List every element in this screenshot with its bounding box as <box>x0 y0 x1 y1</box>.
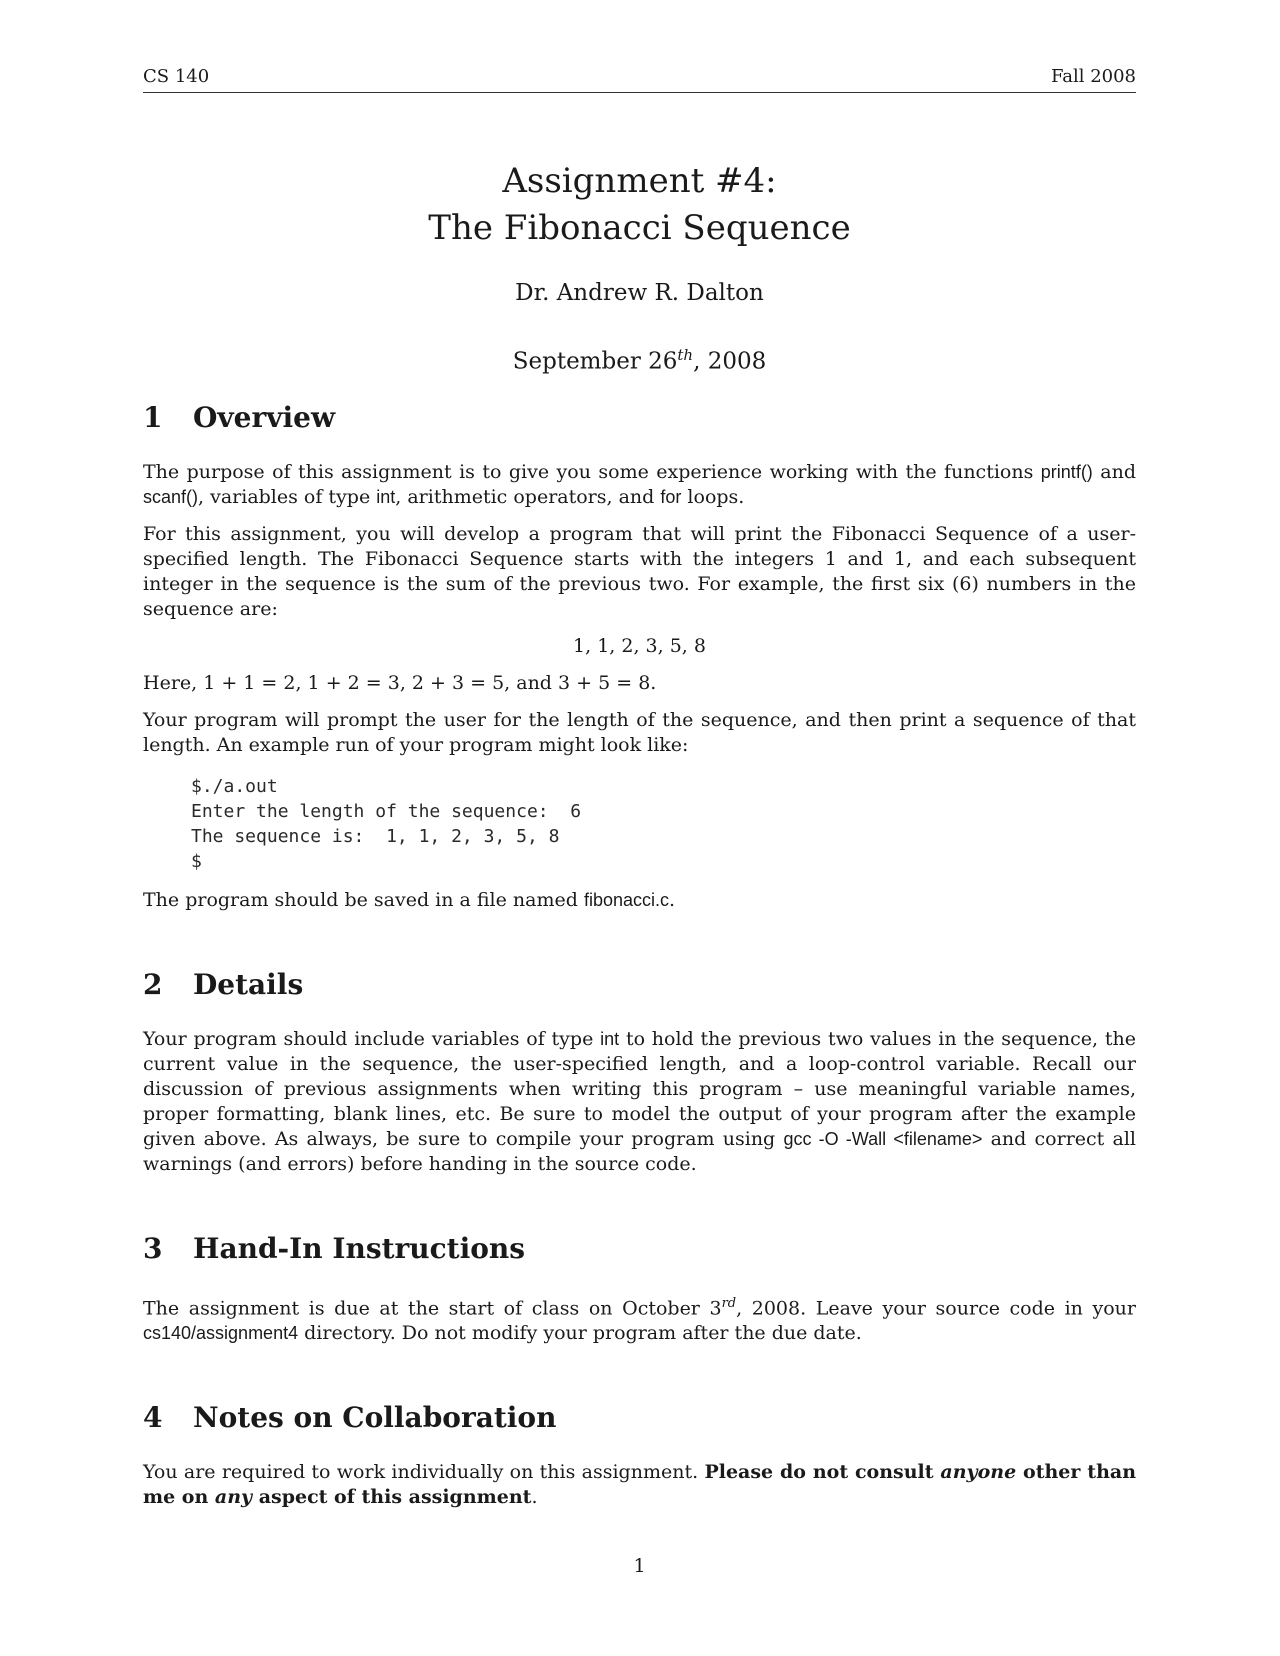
code-int: int <box>600 1029 620 1049</box>
section-number: 2 <box>143 968 163 1001</box>
sequence-display: 1, 1, 2, 3, 5, 8 <box>573 635 706 657</box>
code-filename: fibonacci.c <box>583 890 669 910</box>
text: , 2008. Leave your source code in your <box>736 1297 1136 1320</box>
text: and correct all warnings (and errors) before handing in the source code. <box>143 1128 1136 1175</box>
overview-paragraph-1 <box>143 460 1136 510</box>
title-block <box>143 158 1136 377</box>
text: The purpose of this assignment is to give you some experience working with the functions <box>143 461 1041 483</box>
body-content <box>143 398 1136 1510</box>
terminal-line: $ <box>191 851 202 872</box>
text: The assignment is due at the start of class on October 3 <box>143 1297 722 1320</box>
section-heading-details <box>143 965 1136 1005</box>
code-directory: cs140/assignment4 <box>143 1323 299 1344</box>
code-scanf: scanf() <box>143 487 199 507</box>
code-for: for <box>660 487 682 507</box>
text: to hold the previous two values in the sequence, the current value in the sequence, the user-specified length, and a loop-control variable. Recall our discussion of previous assignments when writing this program – use meaningful variable names, proper formatting, blank lines, etc. Be sure to model the output of your program after the example given above. As always, be sure to compile your program using <box>143 1028 1137 1150</box>
text: Please do not consult <box>704 1461 941 1484</box>
emphasis: any <box>214 1486 253 1509</box>
code-int: int <box>376 487 396 507</box>
section-number: 4 <box>143 1401 163 1435</box>
terminal-line: Enter the length of the sequence: 6 <box>191 801 582 822</box>
overview-paragraph-3: Here, 1 + 1 = 2, 1 + 2 = 3, 2 + 3 = 5, and 3 + 5 = 8. <box>143 672 657 694</box>
emphasis: anyone <box>940 1461 1017 1484</box>
running-header <box>143 64 1136 93</box>
title-line-2: The Fibonacci Sequence <box>428 208 851 248</box>
text: The program should be saved in a file named <box>143 889 584 911</box>
terminal-example <box>191 774 1136 874</box>
details-paragraph <box>143 1027 1136 1177</box>
date <box>143 340 1136 377</box>
section-heading-overview <box>143 398 1136 438</box>
terminal-line: $./a.out <box>191 776 278 797</box>
terminal-line: The sequence is: 1, 1, 2, 3, 5, 8 <box>191 826 560 847</box>
code-gcc-command: gcc -O -Wall <filename> <box>783 1129 983 1149</box>
section-title: Notes on Collaboration <box>193 1401 557 1435</box>
text: other than me on <box>143 1461 1137 1509</box>
date-sup: th <box>677 346 694 364</box>
section-heading-hand-in <box>143 1229 1136 1269</box>
document-page <box>143 0 1136 1656</box>
term-label: Fall 2008 <box>1050 66 1136 87</box>
code-printf: printf() <box>1040 462 1093 482</box>
section-number: 1 <box>143 401 163 434</box>
overview-paragraph-4: Your program will prompt the user for the length of the sequence, and then print a sequence of that length. An example run of your program might look like: <box>143 709 1136 756</box>
author: Dr. Andrew R. Dalton <box>515 280 764 306</box>
collaboration-paragraph <box>143 1460 1136 1510</box>
superscript: rd <box>721 1296 737 1311</box>
date-month: September 26 <box>512 348 678 375</box>
text: directory. Do not modify your program after the due date. <box>298 1322 862 1345</box>
text: Your program should include variables of type <box>143 1028 601 1050</box>
text: aspect of this assignment <box>252 1486 532 1509</box>
page-number: 1 <box>633 1555 646 1577</box>
title-line-1: Assignment #4: <box>502 161 777 201</box>
text: You are required to work individually on this assignment. <box>143 1461 705 1484</box>
section-number: 3 <box>143 1232 163 1265</box>
overview-paragraph-5 <box>143 888 1136 913</box>
section-title: Details <box>193 968 304 1001</box>
section-heading-collaboration <box>143 1398 1136 1438</box>
course-label: CS 140 <box>143 66 210 87</box>
section-title: Overview <box>193 401 336 434</box>
overview-paragraph-2: For this assignment, you will develop a program that will print the Fibonacci Sequence of a user-specified length. The Fibonacci Sequence starts with the integers 1 and 1, and each subsequent integer in the sequence is the sum of the previous two. For example, the first six (6) numbers in the sequence are: <box>143 523 1136 620</box>
text: , variables of type <box>198 486 377 508</box>
text: loops. <box>681 486 745 508</box>
text: . <box>668 889 676 911</box>
date-year: , 2008 <box>693 348 767 375</box>
text: , arithmetic operators, and <box>395 486 661 508</box>
hand-in-paragraph <box>143 1291 1136 1346</box>
section-title: Hand-In Instructions <box>193 1232 526 1265</box>
text: . <box>531 1486 538 1509</box>
text: and <box>1092 461 1136 483</box>
